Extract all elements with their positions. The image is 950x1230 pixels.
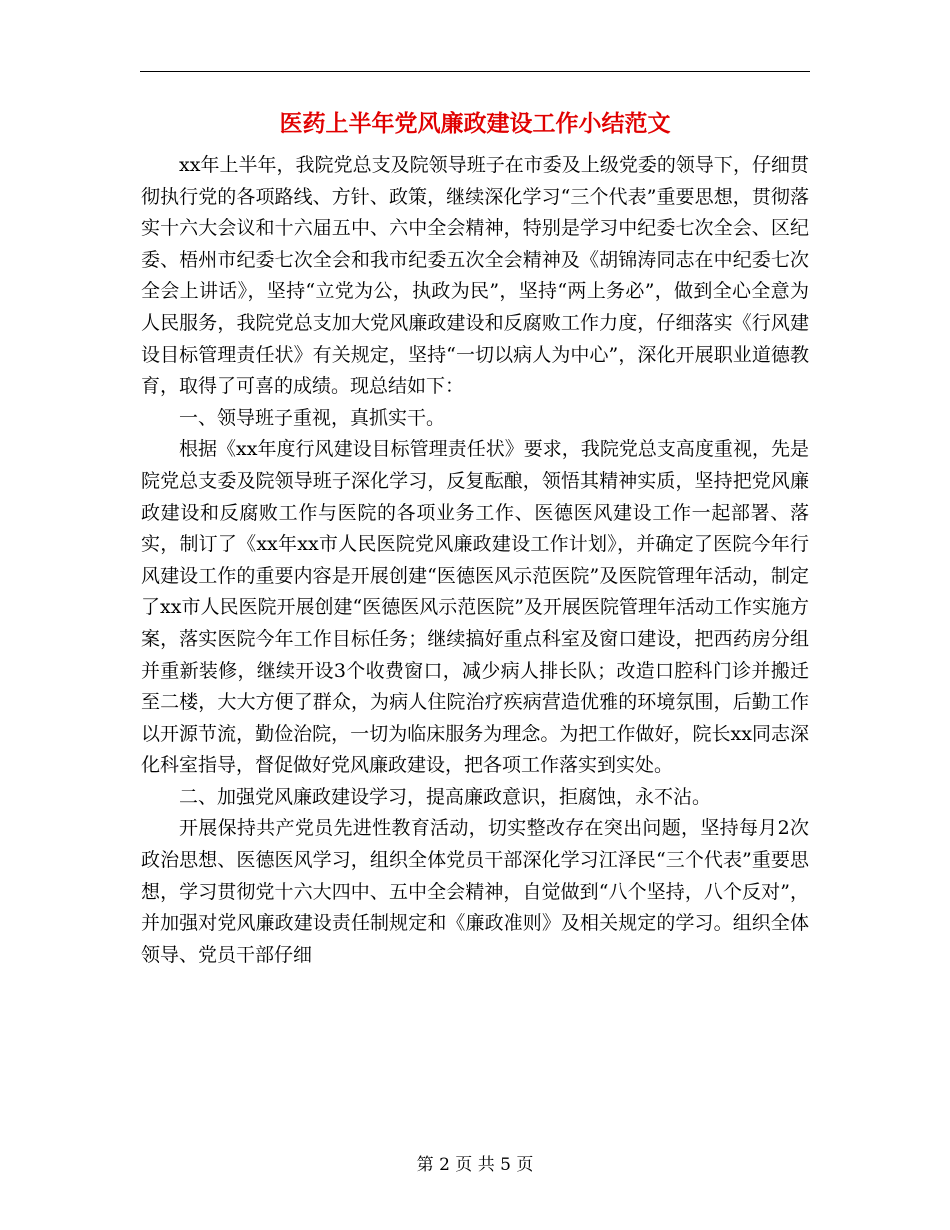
document-body <box>141 150 809 971</box>
page-number-footer: 第 2 页 共 5 页 <box>416 1155 534 1175</box>
section-heading-2: 二、加强党风廉政建设学习，提高廉政意识，拒腐蚀，永不沾。 <box>179 785 712 808</box>
header-rule <box>140 71 810 72</box>
section-heading-1: 一、领导班子重视，真抓实干。 <box>179 406 446 429</box>
document-title: 医药上半年党风廉政建设工作小结范文 <box>279 110 671 137</box>
paragraph-section-1: 根据《xx年度行风建设目标管理责任状》要求，我院党总支高度重视，先是院党总支委及院领导班子深化学习，反复酝酿，领悟其精神实质，坚持把党风廉政建设和反腐败工作与医院的各项业务工作、医德医风建设工作一起部署、落实，制订了《xx年xx市人民医院党风廉政建设工作计划》，并确定了医院今年行风建设工作的重要内容是开展创建“医德医风示范医院”及医院管理年活动，制定了xx市人民医院开展创建“医德医风示范医院”及开展医院管理年活动工作实施方案，落实医院今年工作目标任务；继续搞好重点科室及窗口建设，把西药房分组并重新装修，继续开设3个收费窗口，减少病人排长队；改造口腔科门诊并搬迁至二楼，大大方便了群众，为病人住院治疗疾病营造优雅的环境氛围，后勤工作以开源节流，勤俭治院，一切为临床服务为理念。为把工作做好，院长xx同志深化科室指导，督促做好党风廉政建设，把各项工作落实到实处。 <box>141 438 809 777</box>
paragraph-section-2: 开展保持共产党员先进性教育活动，切实整改存在突出问题，坚持每月2次政治思想、医德医风学习，组织全体党员干部深化学习江泽民“三个代表”重要思想，学习贯彻党十六大四中、五中全会精神，自觉做到“八个坚持，八个反对”，并加强对党风廉政建设责任制规定和《廉政准则》及相关规定的学习。组织全体领导、党员干部仔细 <box>141 817 809 966</box>
paragraph-intro: xx年上半年，我院党总支及院领导班子在市委及上级党委的领导下，仔细贯彻执行党的各项路线、方针、政策，继续深化学习“三个代表”重要思想，贯彻落实十六大会议和十六届五中、六中全会精神，特别是学习中纪委七次全会、区纪委、梧州市纪委七次全会和我市纪委五次全会精神及《胡锦涛同志在中纪委七次全会上讲话》，坚持“立党为公，执政为民”，坚持“两上务必”，做到全心全意为人民服务，我院党总支加大党风廉政建设和反腐败工作力度，仔细落实《行风建设目标管理责任状》有关规定，坚持“一切以病人为中心”，深化开展职业道德教育，取得了可喜的成绩。现总结如下： <box>141 154 809 398</box>
